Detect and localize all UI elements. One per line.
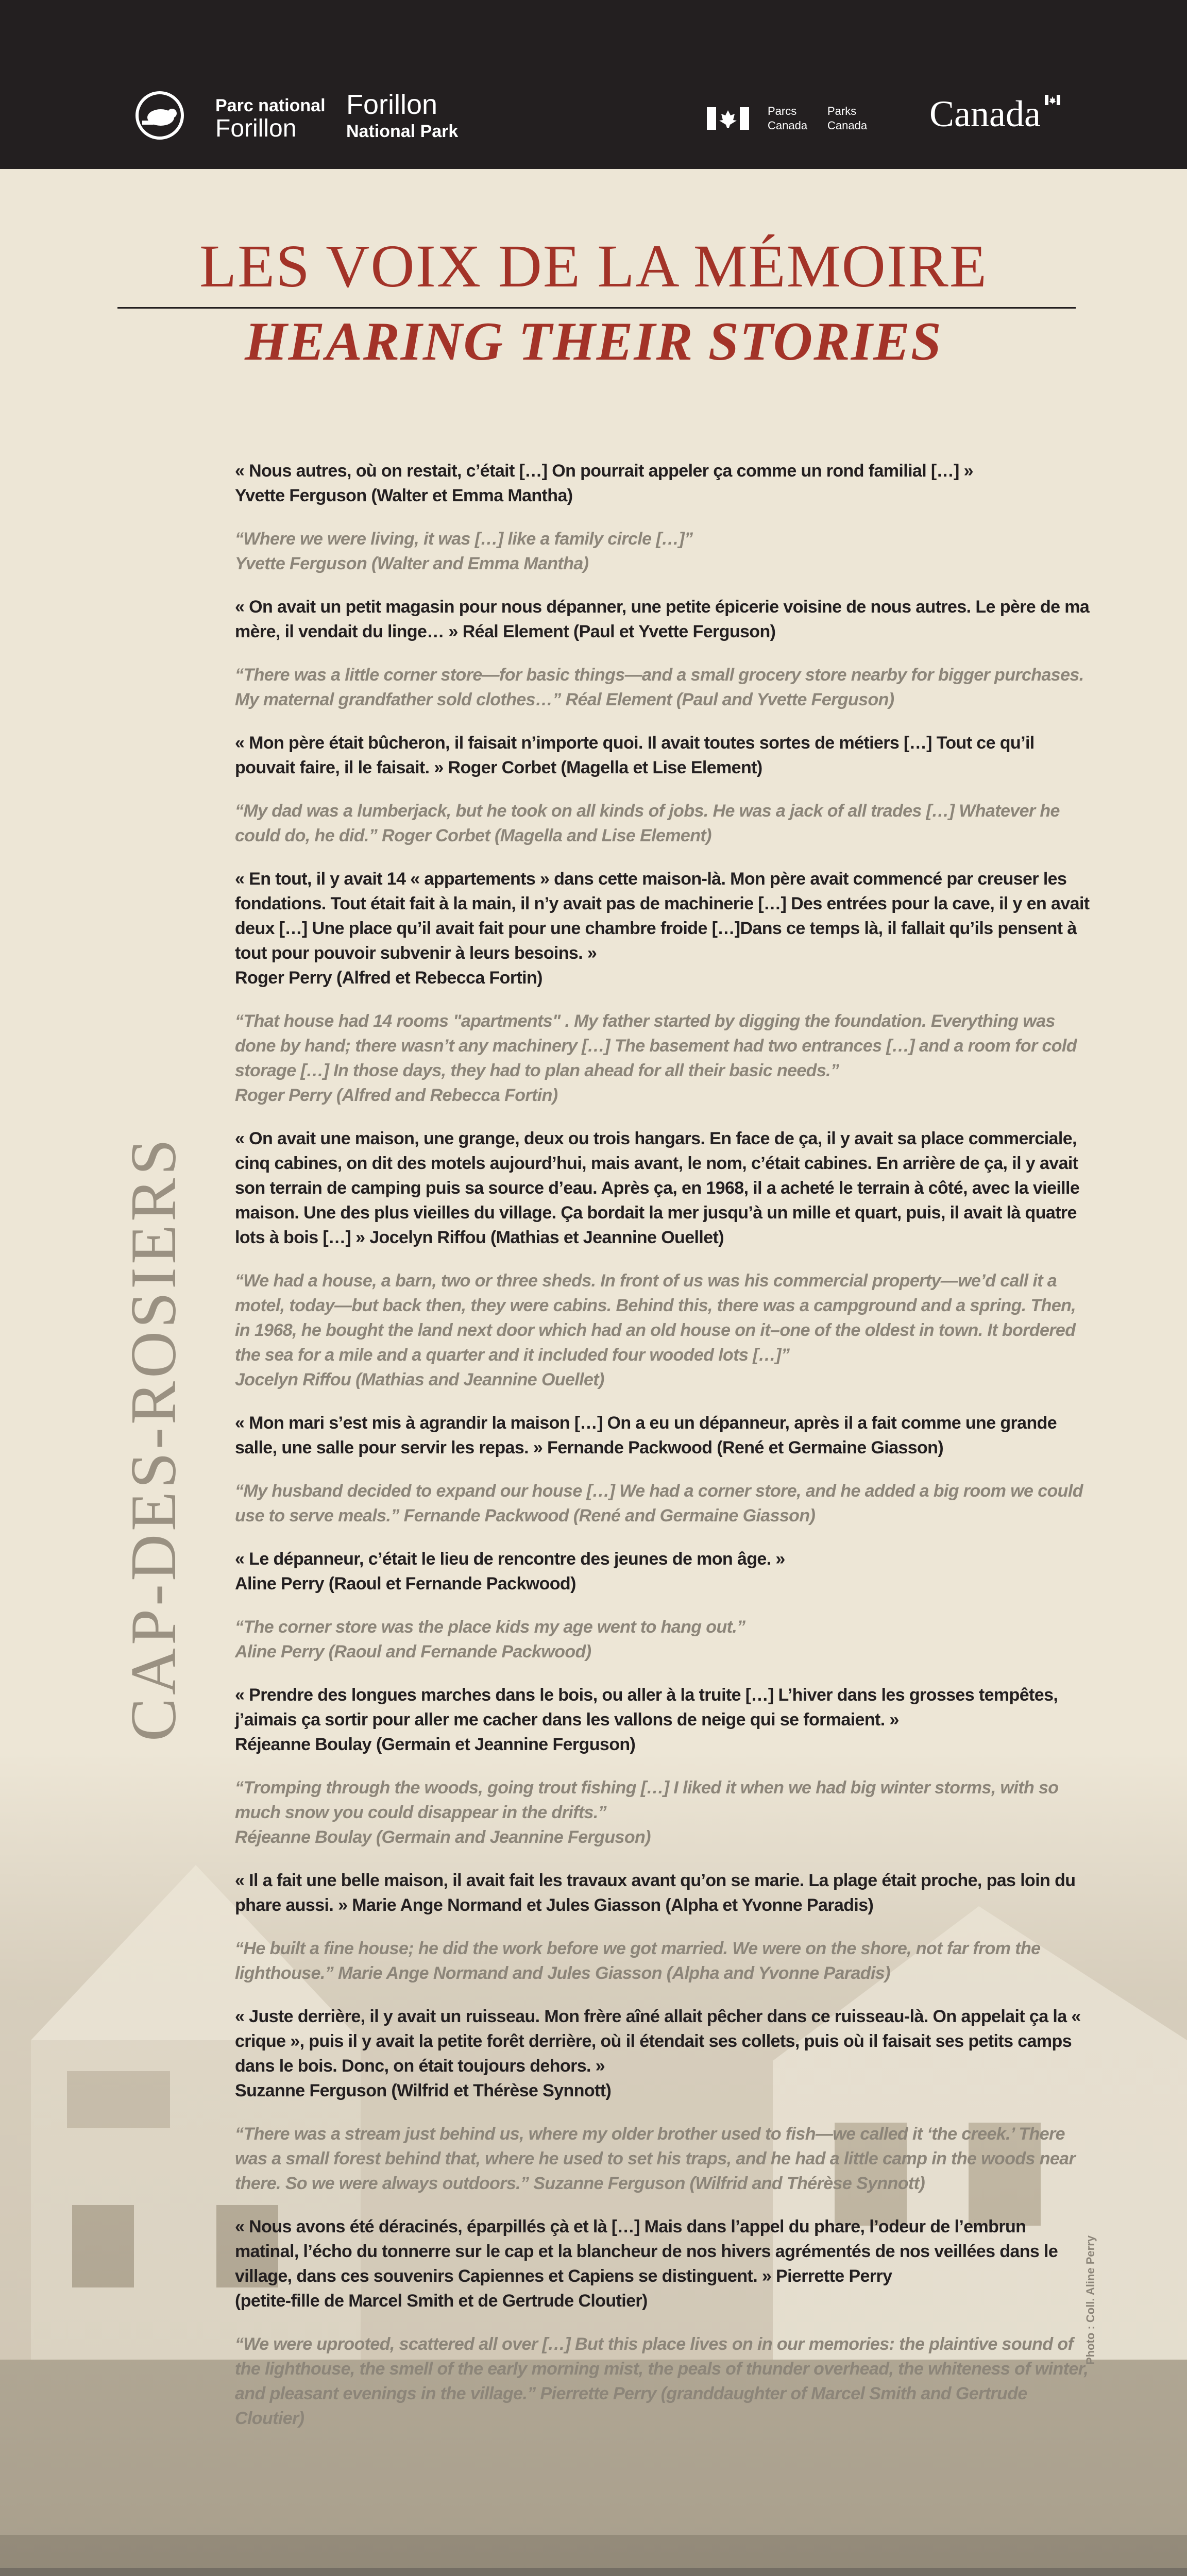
quote-en <box>235 2332 1090 2431</box>
quote-attribution: Aline Perry (Raoul et Fernande Packwood) <box>235 1574 576 1594</box>
park-name-en-line2: National Park <box>346 122 459 141</box>
quote-text: « Nous avons été déracinés, éparpillés çà et là […] Mais dans l’appel du phare, l’odeur de l’embrun matinal, l’écho du tonnerre sur le cap et la blancheur de nos hivers agrémentés de nos veillées dans le village, dans ces souvenirs Capiennes et Capiens se distinguent. » Pierrette Perry <box>235 2217 1058 2286</box>
agency-name-en <box>827 104 869 132</box>
quote-text: « Prendre des longues marches dans le bois, ou aller à la truite […] L’hiver dans les grosses tempêtes, j’aimais ça sortir pour aller me cacher dans les vallons de neige qui se formaient. » <box>235 1685 1058 1730</box>
quote-attribution: Réjeanne Boulay (Germain and Jeannine Ferguson) <box>235 1827 651 1847</box>
quote-text: « En tout, il y avait 14 « appartements » dans cette maison-là. Mon père avait commencé par creuser les fondations. Tout était fait à la main, il n’y avait pas de machinerie […] Des entrées pour la cave, il y en avait deux […] Une place qu’il avait fait pour une chambre froide […]Dans ce temps là, il fallait qu’ils pensent à tout pour pouvoir subvenir à leurs besoins. » <box>235 869 1090 963</box>
agency-fr-line2: Canada <box>768 118 808 132</box>
park-name-fr-line2: Forillon <box>215 115 297 142</box>
quote-text: « Il a fait une belle maison, il avait fait les travaux avant qu’on se marie. La plage était proche, pas loin du phare aussi. » Marie Ange Normand et Jules Giasson (Alpha et Yvonne Paradis) <box>235 1871 1076 1915</box>
quote-fr <box>235 2214 1090 2313</box>
quote-text: “My dad was a lumberjack, but he took on all kinds of jobs. He was a jack of all trades […] Whatever he could do, he did.” Roger Corbet (Magella and Lise Element) <box>235 801 1060 845</box>
agency-en-line1: Parks <box>827 105 857 117</box>
title-divider <box>117 307 1076 309</box>
quote-fr <box>235 867 1090 990</box>
quote-attribution: (petite-fille de Marcel Smith et de Gertrude Cloutier) <box>235 2291 648 2311</box>
quote-text: “That house had 14 rooms "apartments" . My father started by digging the foundation. Everything was done by hand; there wasn’t any machinery […] The basement had two entrances […] and a room for cold storage […] In those days, they had to plan ahead for all their basic needs.” <box>235 1011 1077 1080</box>
quotes-column <box>235 459 1090 2449</box>
footer-bar <box>0 2568 1187 2576</box>
quote-fr <box>235 731 1090 780</box>
park-name-fr-line1: Parc national <box>215 96 326 115</box>
quote-attribution: Roger Perry (Alfred et Rebecca Fortin) <box>235 968 542 988</box>
quote-text: « Nous autres, où on restait, c’était […] On pourrait appeler ça comme un rond familial […] » <box>235 461 973 481</box>
quote-text: “There was a little corner store—for basic things—and a small grocery store nearby for bigger purchases. My maternal grandfather sold clothes…” Réal Element (Paul and Yvette Ferguson) <box>235 665 1084 709</box>
park-name-en-line1: Forillon <box>346 89 438 120</box>
quote-en <box>235 1615 1090 1664</box>
park-name-fr <box>215 97 326 141</box>
quote-attribution: Roger Perry (Alfred and Rebecca Fortin) <box>235 1086 558 1105</box>
quote-text: “The corner store was the place kids my age went to hang out.” <box>235 1617 745 1637</box>
quote-en <box>235 1936 1090 1986</box>
quote-fr <box>235 1126 1090 1250</box>
quote-fr <box>235 1411 1090 1460</box>
quote-attribution: Aline Perry (Raoul and Fernande Packwood) <box>235 1642 591 1662</box>
quote-text: « On avait une maison, une grange, deux ou trois hangars. En face de ça, il y avait sa place commerciale, cinq cabines, on dit des motels aujourd’hui, mais avant, le nom, c’était cabines. En arrière de ça, il y avait son terrain de camping puis sa source d’eau. Après ça, en 1968, il a acheté le terrain à côté, avec la vieille maison. Une des plus vieilles du village. Ça bordait la mer jusqu’à un mille et quart, puis, il avait là quatre lots à bois […] » Jocelyn Riffou (Mathias et Jeannine Ouellet) <box>235 1129 1080 1247</box>
title-english: HEARING THEIR STORIES <box>245 311 942 371</box>
agency-fr-line1: Parcs <box>768 105 797 117</box>
quote-text: « Juste derrière, il y avait un ruisseau. Mon frère aîné allait pêcher dans ce ruisseau-là. On appelait ça la « crique », puis il y avait la petite forêt derrière, où il étendait ses collets, puis où il faisait ses petits camps dans le bois. Donc, on était toujours dehors. » <box>235 2007 1081 2076</box>
quote-text: “He built a fine house; he did the work before we got married. We were on the shore, not far from the lighthouse.” Marie Ange Normand and Jules Giasson (Alpha and Yvonne Paradis) <box>235 1939 1041 1983</box>
canada-flag-icon <box>707 107 749 130</box>
quote-en <box>235 1009 1090 1108</box>
quote-en <box>235 527 1090 576</box>
quote-text: « Mon mari s’est mis à agrandir la maison […] On a eu un dépanneur, après il a fait comme une grande salle, une salle pour servir les repas. » Fernande Packwood (René et Germaine Giasson) <box>235 1413 1057 1458</box>
quote-attribution: Suzanne Ferguson (Wilfrid et Thérèse Synnott) <box>235 2081 612 2100</box>
quote-attribution: Réjeanne Boulay (Germain et Jeannine Ferguson) <box>235 1735 636 1754</box>
park-name-en <box>346 91 458 140</box>
quote-en <box>235 1268 1090 1392</box>
quote-text: « Mon père était bûcheron, il faisait n’importe quoi. Il avait toutes sortes de métiers […] Tout ce qu’il pouvait faire, il le faisait. » Roger Corbet (Magella et Lise Element) <box>235 733 1035 777</box>
quote-attribution: Yvette Ferguson (Walter and Emma Mantha) <box>235 554 589 573</box>
quote-text: “Where we were living, it was […] like a family circle […]” <box>235 529 693 549</box>
beaver-icon <box>135 90 197 141</box>
quote-en <box>235 799 1090 848</box>
quote-en <box>235 1479 1090 1528</box>
quote-en <box>235 1775 1090 1850</box>
quote-text: « Le dépanneur, c’était le lieu de rencontre des jeunes de mon âge. » <box>235 1549 785 1569</box>
quote-text: “We were uprooted, scattered all over […] But this place lives on in our memories: the plaintive sound of the lighthouse, the smell of the early morning mist, the peals of thunder overhead, the whiteness of winter, and pleasant evenings in the village.” Pierrette Perry (granddaughter of Marcel Smith and Gertrude Cloutier) <box>235 2334 1089 2428</box>
canada-wordmark: Canada <box>929 93 1041 134</box>
quote-fr <box>235 1683 1090 1757</box>
agency-name-fr <box>768 104 809 132</box>
quote-en <box>235 663 1090 712</box>
wordmark-flag-icon <box>1045 95 1060 105</box>
quote-fr <box>235 2004 1090 2103</box>
header-bar <box>0 0 1187 169</box>
quote-text: « On avait un petit magasin pour nous dépanner, une petite épicerie voisine de nous autres. Le père de ma mère, il vendait du linge… » Réal Element (Paul et Yvette Ferguson) <box>235 597 1090 641</box>
quote-attribution: Jocelyn Riffou (Mathias and Jeannine Ouellet) <box>235 1370 604 1389</box>
side-label-village: CAP-DES-ROSIERS <box>118 1136 190 1741</box>
quote-fr <box>235 459 1090 508</box>
agency-en-line2: Canada <box>827 118 868 132</box>
quote-fr <box>235 1868 1090 1918</box>
photo-credit: Photo : Coll. Aline Perry <box>1084 2235 1097 2365</box>
quote-en <box>235 2122 1090 2196</box>
title-french: LES VOIX DE LA MÉMOIRE <box>199 232 988 300</box>
quote-attribution: Yvette Ferguson (Walter et Emma Mantha) <box>235 486 573 505</box>
quote-text: “We had a house, a barn, two or three sheds. In front of us was his commercial property—we’d call it a motel, today—but back then, they were cabins. Behind this, there was a campground and a spring. Then, in 1968, he bought the land next door which had an old house on it–one of the oldest in town. It bordered the sea for a mile and a quarter and it included four wooded lots […]” <box>235 1271 1076 1365</box>
quote-text: “My husband decided to expand our house […] We had a corner store, and he added a big room we could use to serve meals.” Fernande Packwood (René and Germaine Giasson) <box>235 1481 1083 1526</box>
quote-text: “Tromping through the woods, going trout fishing […] I liked it when we had big winter storms, with so much snow you could disappear in the drifts.” <box>235 1778 1059 1822</box>
quote-fr <box>235 595 1090 644</box>
quote-text: “There was a stream just behind us, where my older brother used to fish—we called it ‘the creek.’ There was a small forest behind that, where he used to set his traps, and he had a little camp in the woods near there. So we were always outdoors.” Suzanne Ferguson (Wilfrid and Thérèse Synnott) <box>235 2124 1076 2193</box>
quote-fr <box>235 1547 1090 1596</box>
